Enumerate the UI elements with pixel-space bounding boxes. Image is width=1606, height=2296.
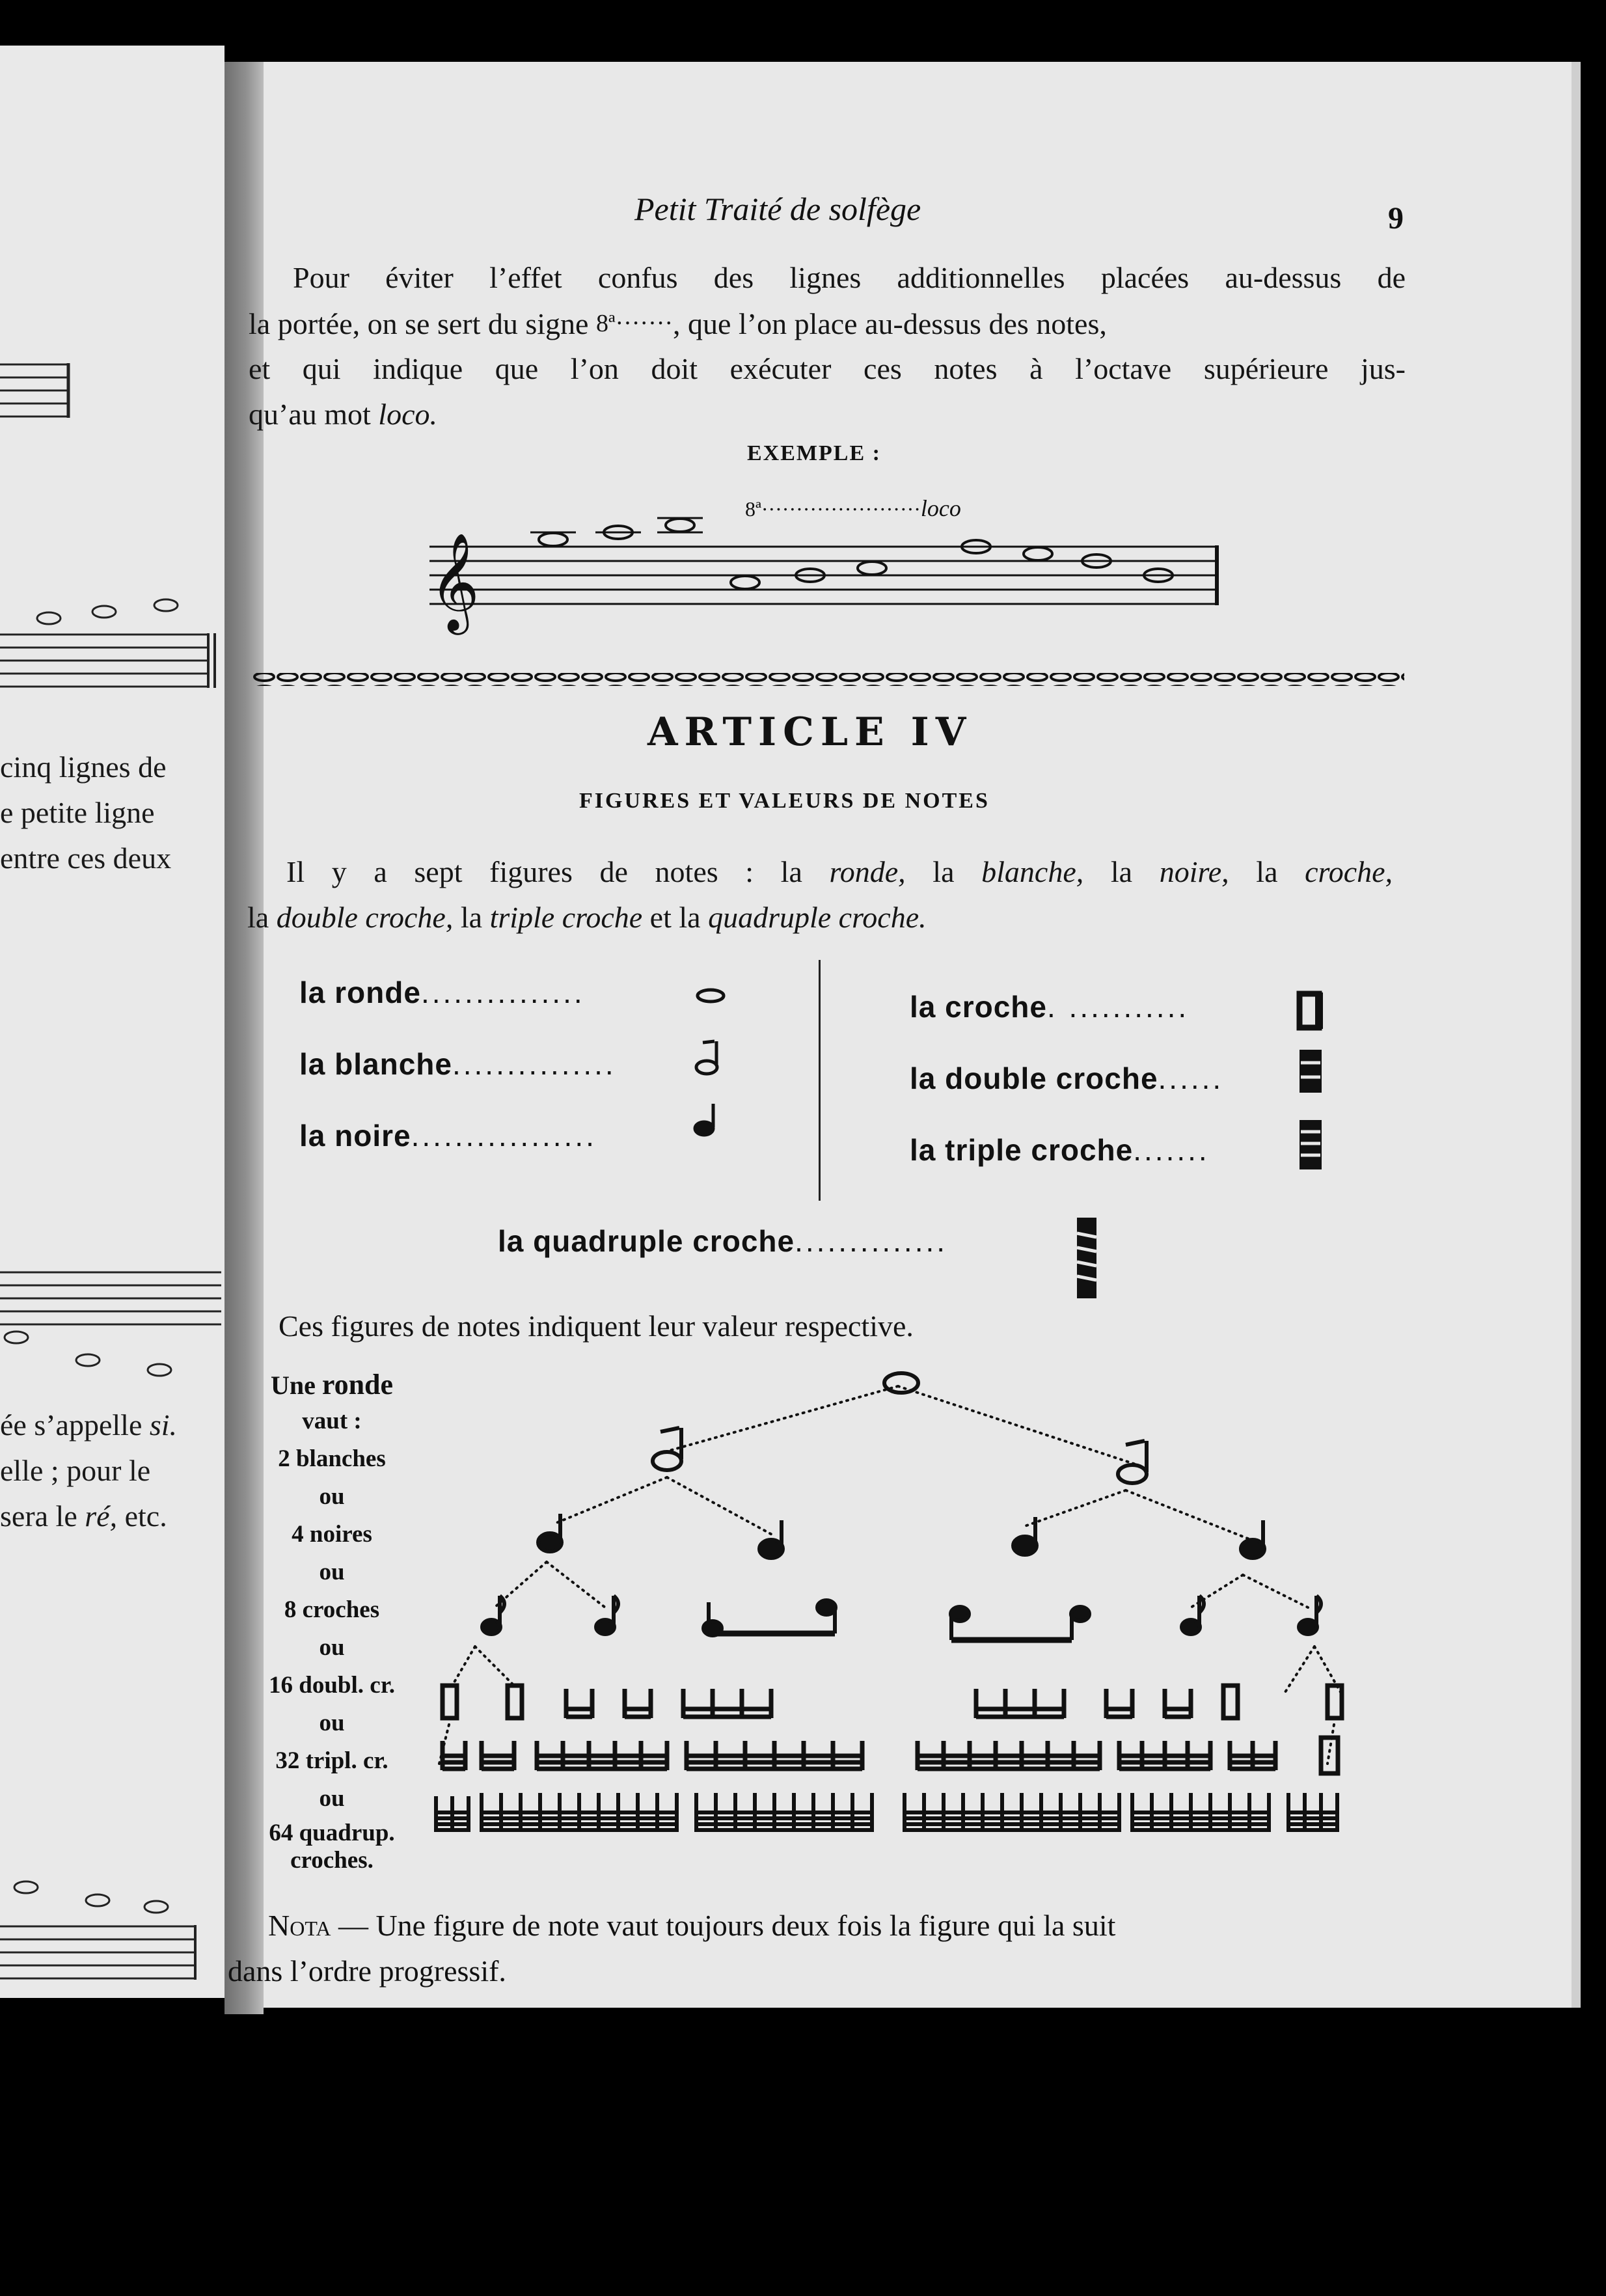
page-number: 9 bbox=[1388, 201, 1404, 236]
left-page-line: entre ces deux bbox=[0, 841, 172, 875]
figure-row-blanche: la blanche............... bbox=[299, 1047, 616, 1081]
example-label: EXEMPLE : bbox=[747, 441, 881, 465]
tree-label: 2 blanches bbox=[278, 1445, 386, 1472]
tree-label-ronde: Une ronde bbox=[270, 1369, 394, 1401]
thirty-second-note-icon bbox=[1301, 1121, 1320, 1168]
svg-text:𝄞: 𝄞 bbox=[429, 532, 480, 631]
treble-clef-icon bbox=[429, 532, 480, 635]
left-page-line: elle ; pour le bbox=[0, 1454, 151, 1487]
figure-row-ronde: la ronde............... bbox=[299, 976, 585, 1009]
tree-thirty-second-notes bbox=[442, 1738, 1338, 1773]
tree-label: 8 croches bbox=[284, 1596, 380, 1623]
tree-whole-note bbox=[884, 1373, 918, 1393]
octave-mark: 8ª·······················loco bbox=[745, 495, 961, 521]
tree-label: croches. bbox=[290, 1847, 374, 1874]
left-page-line: sera le ré, etc. bbox=[0, 1499, 167, 1533]
figure-row-croche: la croche. ........... bbox=[910, 990, 1190, 1024]
article-subtitle: FIGURES ET VALEURS DE NOTES bbox=[579, 789, 990, 813]
figure-row-triple-croche: la triple croche....... bbox=[910, 1133, 1210, 1167]
intro-line-1: Pour éviter l’effet confus des lignes additionnelles placées au-dessus de bbox=[293, 261, 1406, 294]
tree-label: ou bbox=[319, 1483, 345, 1510]
tree-half-note bbox=[1118, 1441, 1147, 1483]
figure-row-quadruple-croche: la quadruple croche.............. bbox=[498, 1224, 948, 1258]
left-page-line: e petite ligne bbox=[0, 796, 155, 829]
intro-line-4: qu’au mot loco. bbox=[249, 398, 437, 431]
article-title: ARTICLE IV bbox=[647, 709, 973, 755]
tree-label: 16 doubl. cr. bbox=[269, 1672, 395, 1699]
nota-line-1: Nota — Une figure de note vaut toujours deux fois la figure qui la suit bbox=[268, 1909, 1116, 1942]
tree-label: 64 quadrup. bbox=[269, 1820, 395, 1846]
figure-row-double-croche: la double croche...... bbox=[910, 1061, 1224, 1095]
table-divider bbox=[819, 960, 821, 1201]
intro-line-3: et qui indique que l’on doit exécuter ces notes à l’octave supérieure jus- bbox=[249, 352, 1406, 385]
tree-label: ou bbox=[319, 1634, 345, 1661]
tree-label: 4 noires bbox=[292, 1521, 372, 1548]
values-intro: Ces figures de notes indiquent leur valeur respective. bbox=[279, 1309, 914, 1343]
right-figure-icons bbox=[1292, 986, 1331, 1181]
whole-note-icon bbox=[698, 990, 724, 1002]
figures-paragraph-line-2: la double croche, la triple croche et la quadruple croche. bbox=[247, 901, 927, 934]
tree-sixteenth-notes bbox=[442, 1686, 1342, 1718]
eighth-note-icon bbox=[1300, 994, 1322, 1028]
running-title: Petit Traité de solfège bbox=[634, 191, 921, 227]
tree-eighth-notes bbox=[482, 1596, 1321, 1640]
left-page-line: cinq lignes de bbox=[0, 750, 167, 784]
left-page-staves bbox=[0, 338, 221, 2030]
intro-line-2: la portée, on se sert du signe 8ª·······, que l’on place au-dessus des notes, bbox=[249, 307, 1107, 340]
tree-label: 32 tripl. cr. bbox=[275, 1747, 388, 1774]
half-note-icon bbox=[696, 1041, 717, 1074]
sixteenth-note-icon bbox=[1301, 1051, 1320, 1091]
figure-row-noire: la noire................. bbox=[299, 1119, 597, 1153]
sixty-fourth-note-icon bbox=[1070, 1214, 1103, 1305]
tree-label: vaut : bbox=[302, 1408, 362, 1434]
tree-sixty-fourth-notes bbox=[436, 1793, 1337, 1832]
left-figure-icons bbox=[677, 976, 729, 1171]
page-edge bbox=[1572, 62, 1581, 2008]
quarter-note-icon bbox=[695, 1104, 713, 1135]
tree-label: ou bbox=[319, 1710, 345, 1736]
tree-quarter-notes bbox=[538, 1514, 1264, 1558]
figures-paragraph-line-1: Il y a sept figures de notes : la ronde, la blanche, la noire, la croche, bbox=[286, 855, 1393, 888]
whole-notes bbox=[539, 519, 1173, 589]
tree-label: ou bbox=[319, 1785, 345, 1812]
left-page-line: ée s’appelle si. bbox=[0, 1408, 178, 1442]
ornamental-divider bbox=[252, 670, 1404, 690]
example-staff bbox=[416, 508, 1223, 638]
nota-line-2: dans l’ordre progressif. bbox=[228, 1954, 506, 1988]
tree-label: ou bbox=[319, 1559, 345, 1585]
note-value-tree bbox=[416, 1360, 1380, 1881]
